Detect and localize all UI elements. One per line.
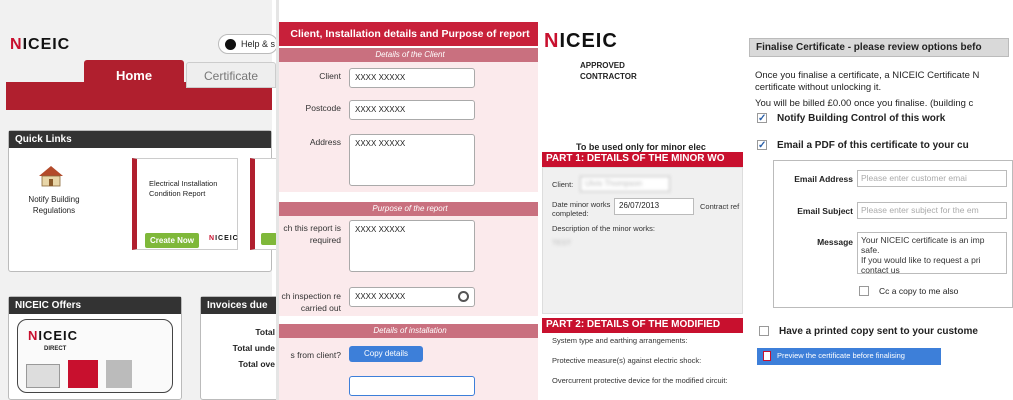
intro-line-2: certificate without unlocking it. (755, 82, 882, 93)
client-value[interactable]: Ulvis Thompson (580, 176, 670, 192)
niceic-contractor-logo: NICEIC (544, 30, 618, 52)
message-label: Message (817, 237, 853, 247)
email-address-label: Email Address (794, 174, 853, 184)
description-label: Description of the minor works: (552, 224, 655, 233)
tab-home[interactable]: Home (84, 60, 184, 94)
finalise-header: Finalise Certificate - please review options befo (749, 38, 1009, 57)
inspection-label: ch inspection re carried out (281, 291, 341, 313)
niceic-direct-logo: NICEIC (28, 328, 79, 343)
address-label: Address (309, 137, 341, 147)
notify-checkbox[interactable]: ✓ (758, 113, 767, 124)
message-line-1: Your NICEIC certificate is an imp (861, 235, 985, 245)
message-line-2: safe. (861, 245, 880, 255)
minor-works-note: To be used only for minor elec (576, 142, 706, 152)
offers-image (17, 319, 173, 393)
message-line-4: contact us (861, 265, 900, 275)
offers-title: NICEIC Offers (9, 297, 181, 314)
minor-works-certificate (538, 0, 743, 400)
offers-box (8, 296, 182, 400)
purpose-input[interactable]: XXXX XXXXX (349, 220, 475, 272)
inspection-date-input[interactable]: XXXX XXXXX (349, 287, 475, 307)
cc-label: Cc a copy to me also (879, 286, 959, 296)
client-label: Client (319, 71, 341, 81)
preview-certificate-button[interactable]: Preview the certificate before finalising (757, 348, 941, 365)
purpose-label: ch this report is required (283, 223, 341, 245)
invoice-row-total: Total (255, 327, 275, 337)
document-icon (763, 351, 771, 361)
quick-links-title: Quick Links (9, 131, 271, 148)
finalise-certificate-dialog (743, 0, 1000, 400)
house-icon (38, 165, 64, 187)
date-label: Date minor works completed: (552, 200, 611, 218)
section-purpose: Purpose of the report (279, 202, 541, 216)
contract-ref-label: Contract ref (700, 202, 740, 211)
from-client-label: s from client? (290, 350, 341, 360)
email-pdf-label: Email a PDF of this certificate to your cu (777, 140, 969, 151)
protective-measures-label: Protective measure(s) against electric shock: (552, 356, 702, 365)
invoices-box (200, 296, 280, 400)
offers-product-1 (26, 364, 60, 388)
section-client: Details of the Client (279, 48, 541, 62)
section-installation: Details of installation (279, 324, 541, 338)
message-line-3: If you would like to request a pri (861, 255, 981, 265)
eicr-card[interactable] (132, 158, 238, 250)
notify-building-regs-link[interactable]: Notify Building Regulations (28, 195, 80, 215)
client-input[interactable]: XXXX XXXXX (349, 68, 475, 88)
part2-header: PART 2: DETAILS OF THE MODIFIED (542, 318, 743, 333)
invoice-row-under: Total unde (232, 343, 275, 353)
offers-product-2 (68, 360, 98, 388)
tab-certificate[interactable]: Certificate (186, 62, 276, 88)
form-title: Client, Installation details and Purpose of report (279, 22, 541, 46)
printed-copy-label: Have a printed copy sent to your custome (779, 326, 978, 337)
invoice-row-over: Total ove (238, 359, 275, 369)
approved-contractor-label: APPROVED CONTRACTOR (580, 61, 637, 81)
client-details-form (276, 0, 538, 400)
system-type-label: System type and earthing arrangements: (552, 336, 688, 345)
email-pdf-checkbox[interactable]: ✓ (758, 140, 767, 151)
date-input[interactable]: 26/07/2013 (614, 198, 694, 215)
postcode-label: Postcode (305, 103, 341, 113)
intro-line-1: Once you finalise a certificate, a NICEIC Certificate N (755, 70, 980, 81)
email-address-input[interactable]: Please enter customer emai (857, 170, 1007, 187)
invoices-title: Invoices due (201, 297, 279, 314)
copy-details-button[interactable]: Copy details (349, 346, 423, 362)
description-value[interactable]: TEST (552, 238, 572, 247)
printed-copy-checkbox[interactable] (759, 326, 769, 336)
notify-label: Notify Building Control of this work (777, 113, 946, 124)
clock-icon[interactable] (458, 291, 469, 302)
create-now-button[interactable]: Create Now (145, 233, 199, 248)
email-subject-input[interactable]: Please enter subject for the em (857, 202, 1007, 219)
niceic-mini-logo: NICEIC (209, 235, 239, 242)
billing-note: You will be billed £0.00 once you finalise. (building c (755, 98, 974, 109)
offers-direct-label: DIRECT (44, 346, 67, 352)
email-subject-label: Email Subject (797, 206, 853, 216)
dashboard-panel (0, 0, 276, 400)
overcurrent-device-label: Overcurrent protective device for the modified circuit: (552, 376, 728, 385)
phone-icon (225, 39, 236, 50)
address-input[interactable]: XXXX XXXXX (349, 134, 475, 186)
help-button[interactable]: Help & s (218, 34, 278, 54)
installation-input[interactable] (349, 376, 475, 396)
part1-header: PART 1: DETAILS OF THE MINOR WO (542, 152, 743, 167)
message-textarea[interactable] (857, 232, 1007, 274)
postcode-input[interactable]: XXXX XXXXX (349, 100, 475, 120)
client-label: Client: (552, 180, 574, 189)
eicr-card-title: Electrical Installation Condition Report (149, 179, 218, 198)
cc-checkbox[interactable] (859, 286, 869, 296)
next-card-button[interactable] (261, 233, 277, 245)
niceic-logo: NICEIC (10, 36, 71, 53)
offers-product-3 (106, 360, 132, 388)
